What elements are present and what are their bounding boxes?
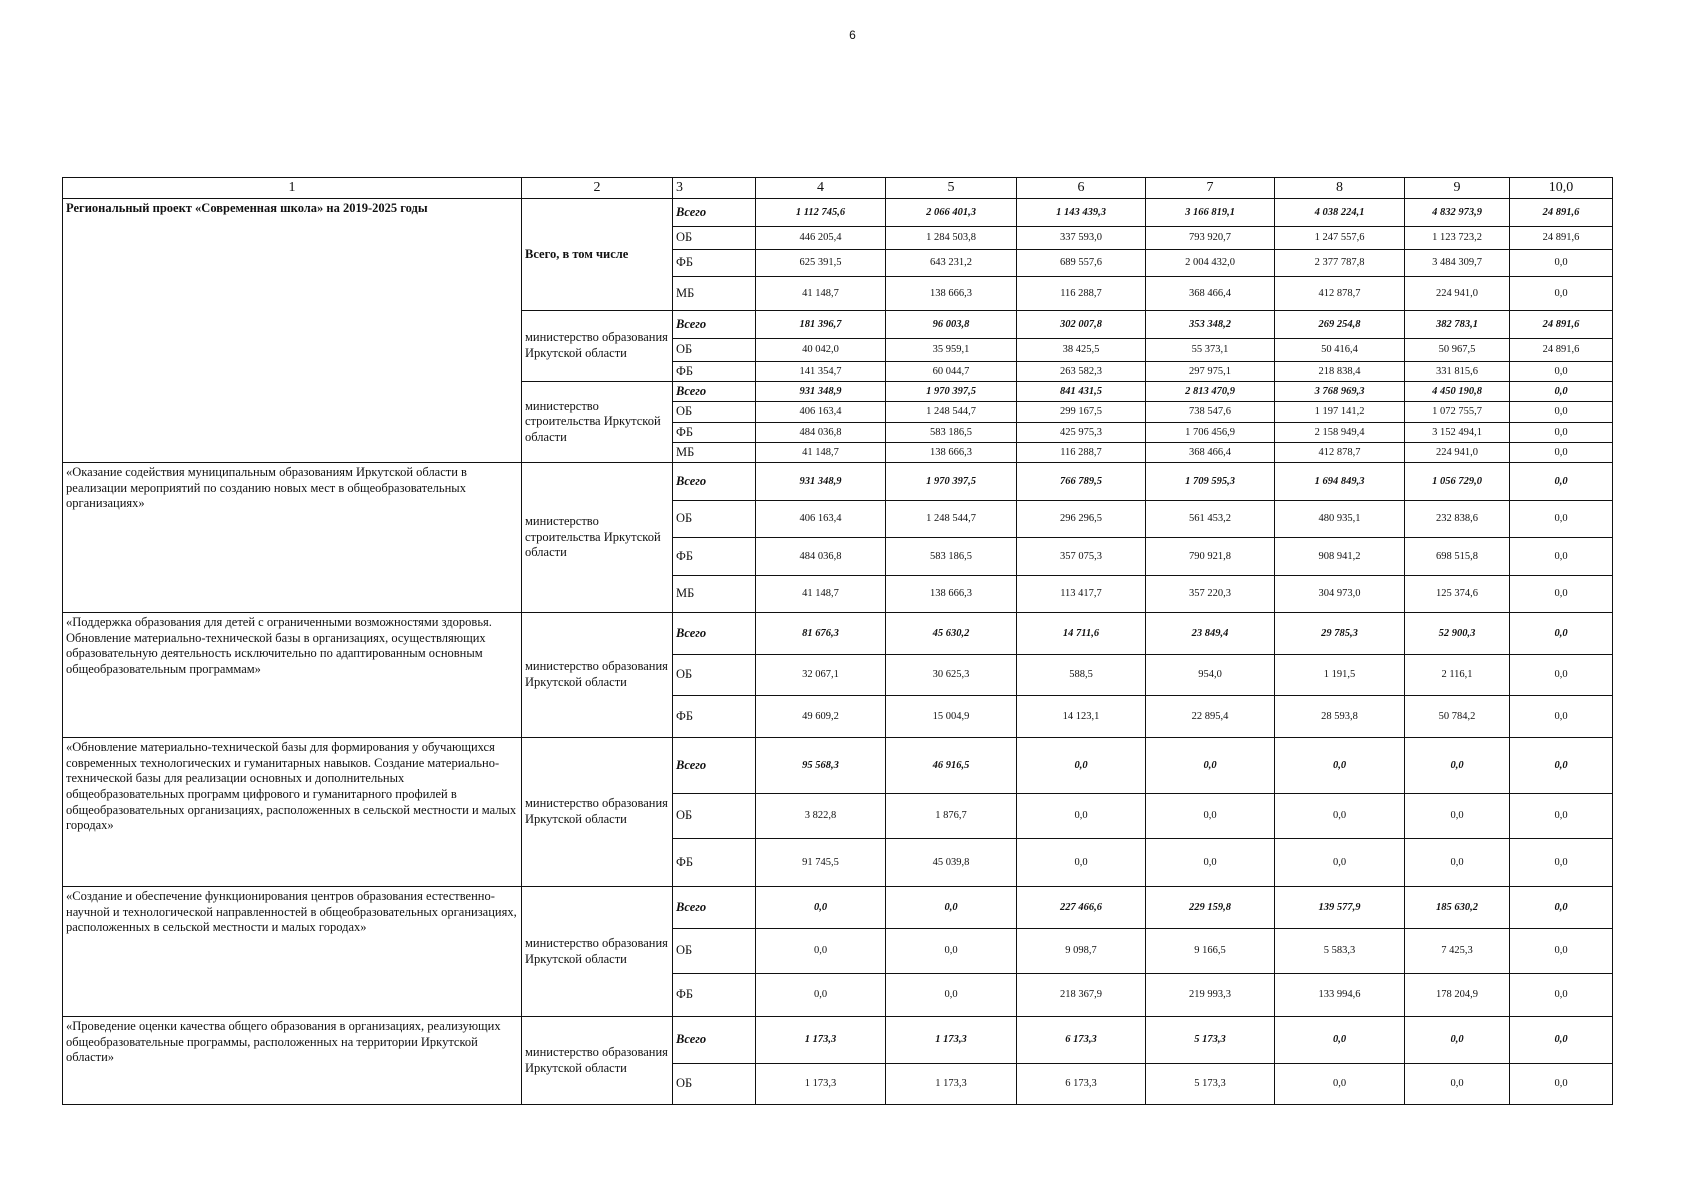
header-row (63, 178, 1613, 199)
funding-source: ФБ (673, 974, 756, 1017)
project-name: «Поддержка образования для детей с ограниченными возможностями здоровья. Обновление материально-технической базы в организациях, осуществляющих образовательную деятельность исключительно по адаптированным основным общеобразовательным программам» (63, 613, 522, 738)
funding-source: ФБ (673, 423, 756, 443)
amount-cell: 790 921,8 (1146, 538, 1275, 576)
amount-cell: 50 416,4 (1275, 339, 1405, 362)
amount-cell: 0,0 (886, 929, 1017, 974)
amount-cell: 0,0 (1275, 1064, 1405, 1105)
funding-source: МБ (673, 443, 756, 463)
project-name: Региональный проект «Современная школа» на 2019-2025 годы (63, 199, 522, 463)
project-name: «Обновление материально-технической базы для формирования у обучающихся современных технологических и гуманитарных навыков. Создание материально-технической базы для реализации основных и дополнительных общеобразовательных программ цифрового и гуманитарного профилей в общеобразовательных организациях, расположенных в сельской местности и малых городах» (63, 738, 522, 887)
amount-cell: 224 941,0 (1405, 277, 1510, 311)
amount-cell: 1 248 544,7 (886, 402, 1017, 423)
amount-cell: 219 993,3 (1146, 974, 1275, 1017)
funding-source: ОБ (673, 501, 756, 538)
funding-source: Всего (673, 382, 756, 402)
amount-cell: 7 425,3 (1405, 929, 1510, 974)
amount-cell: 0,0 (1510, 974, 1613, 1017)
amount-cell: 1 247 557,6 (1275, 227, 1405, 250)
amount-cell: 1 248 544,7 (886, 501, 1017, 538)
amount-cell: 0,0 (1510, 1064, 1613, 1105)
amount-cell: 0,0 (1510, 501, 1613, 538)
amount-cell: 331 815,6 (1405, 362, 1510, 382)
amount-cell: 0,0 (1510, 423, 1613, 443)
amount-cell: 30 625,3 (886, 655, 1017, 696)
header-cell: 9 (1405, 178, 1510, 199)
amount-cell: 0,0 (1510, 1017, 1613, 1064)
amount-cell: 588,5 (1017, 655, 1146, 696)
amount-cell: 0,0 (1017, 794, 1146, 839)
funding-source: ФБ (673, 362, 756, 382)
project-name: «Проведение оценки качества общего образования в организациях, реализующих общеобразовательные программы, расположенных на территории Иркутской области» (63, 1017, 522, 1105)
amount-cell: 368 466,4 (1146, 443, 1275, 463)
amount-cell: 0,0 (756, 929, 886, 974)
amount-cell: 32 067,1 (756, 655, 886, 696)
amount-cell: 50 967,5 (1405, 339, 1510, 362)
table-row (63, 199, 1613, 227)
amount-cell: 91 745,5 (756, 839, 886, 887)
amount-cell: 95 568,3 (756, 738, 886, 794)
amount-cell: 22 895,4 (1146, 696, 1275, 738)
amount-cell: 480 935,1 (1275, 501, 1405, 538)
amount-cell: 625 391,5 (756, 250, 886, 277)
amount-cell: 14 711,6 (1017, 613, 1146, 655)
amount-cell: 181 396,7 (756, 311, 886, 339)
amount-cell: 60 044,7 (886, 362, 1017, 382)
project-name: «Создание и обеспечение функционирования центров образования естественно-научной и технологической направленностей в общеобразовательных организациях, расположенных в сельской местности и малых городах» (63, 887, 522, 1017)
amount-cell: 484 036,8 (756, 423, 886, 443)
amount-cell: 232 838,6 (1405, 501, 1510, 538)
amount-cell: 1 173,3 (886, 1017, 1017, 1064)
amount-cell: 561 453,2 (1146, 501, 1275, 538)
amount-cell: 116 288,7 (1017, 277, 1146, 311)
amount-cell: 2 116,1 (1405, 655, 1510, 696)
amount-cell: 3 822,8 (756, 794, 886, 839)
amount-cell: 6 173,3 (1017, 1064, 1146, 1105)
funding-source: ОБ (673, 929, 756, 974)
executor-name: министерство образования Иркутской области (522, 613, 673, 738)
amount-cell: 50 784,2 (1405, 696, 1510, 738)
project-name: «Оказание содействия муниципальным образованиям Иркутской области в реализации мероприятий по созданию новых мест в общеобразовательных организациях» (63, 463, 522, 613)
amount-cell: 2 158 949,4 (1275, 423, 1405, 443)
funding-source: ОБ (673, 1064, 756, 1105)
amount-cell: 357 220,3 (1146, 576, 1275, 613)
funding-source: Всего (673, 887, 756, 929)
amount-cell: 1 709 595,3 (1146, 463, 1275, 501)
funding-source: Всего (673, 311, 756, 339)
amount-cell: 302 007,8 (1017, 311, 1146, 339)
amount-cell: 5 173,3 (1146, 1017, 1275, 1064)
amount-cell: 0,0 (1510, 463, 1613, 501)
amount-cell: 382 783,1 (1405, 311, 1510, 339)
amount-cell: 9 166,5 (1146, 929, 1275, 974)
amount-cell: 583 186,5 (886, 423, 1017, 443)
amount-cell: 296 296,5 (1017, 501, 1146, 538)
amount-cell: 0,0 (1017, 738, 1146, 794)
amount-cell: 908 941,2 (1275, 538, 1405, 576)
amount-cell: 0,0 (1405, 794, 1510, 839)
executor-name: министерство образования Иркутской области (522, 1017, 673, 1105)
amount-cell: 116 288,7 (1017, 443, 1146, 463)
amount-cell: 3 166 819,1 (1146, 199, 1275, 227)
header-cell: 5 (886, 178, 1017, 199)
funding-source: Всего (673, 738, 756, 794)
amount-cell: 0,0 (1275, 839, 1405, 887)
amount-cell: 304 973,0 (1275, 576, 1405, 613)
amount-cell: 1 056 729,0 (1405, 463, 1510, 501)
amount-cell: 0,0 (1275, 738, 1405, 794)
amount-cell: 227 466,6 (1017, 887, 1146, 929)
amount-cell: 2 813 470,9 (1146, 382, 1275, 402)
amount-cell: 1 191,5 (1275, 655, 1405, 696)
amount-cell: 406 163,4 (756, 501, 886, 538)
table-row (63, 613, 1613, 655)
amount-cell: 38 425,5 (1017, 339, 1146, 362)
amount-cell: 139 577,9 (1275, 887, 1405, 929)
amount-cell: 0,0 (1510, 738, 1613, 794)
budget-table (62, 177, 1613, 1105)
table-row (63, 1017, 1613, 1064)
amount-cell: 0,0 (1510, 362, 1613, 382)
amount-cell: 24 891,6 (1510, 339, 1613, 362)
amount-cell: 28 593,8 (1275, 696, 1405, 738)
funding-source: МБ (673, 277, 756, 311)
amount-cell: 1 694 849,3 (1275, 463, 1405, 501)
amount-cell: 0,0 (1146, 794, 1275, 839)
amount-cell: 0,0 (1510, 655, 1613, 696)
amount-cell: 0,0 (1510, 929, 1613, 974)
amount-cell: 45 630,2 (886, 613, 1017, 655)
amount-cell: 15 004,9 (886, 696, 1017, 738)
amount-cell: 484 036,8 (756, 538, 886, 576)
funding-source: ОБ (673, 402, 756, 423)
amount-cell: 178 204,9 (1405, 974, 1510, 1017)
amount-cell: 766 789,5 (1017, 463, 1146, 501)
executor-name: министерство образования Иркутской области (522, 887, 673, 1017)
amount-cell: 1 173,3 (756, 1017, 886, 1064)
amount-cell: 4 038 224,1 (1275, 199, 1405, 227)
amount-cell: 406 163,4 (756, 402, 886, 423)
amount-cell: 23 849,4 (1146, 613, 1275, 655)
amount-cell: 412 878,7 (1275, 277, 1405, 311)
funding-source: ОБ (673, 339, 756, 362)
amount-cell: 125 374,6 (1405, 576, 1510, 613)
amount-cell: 1 197 141,2 (1275, 402, 1405, 423)
funding-source: ФБ (673, 250, 756, 277)
executor-name: министерство образования Иркутской области (522, 738, 673, 887)
amount-cell: 49 609,2 (756, 696, 886, 738)
amount-cell: 353 348,2 (1146, 311, 1275, 339)
amount-cell: 1 112 745,6 (756, 199, 886, 227)
header-cell: 2 (522, 178, 673, 199)
amount-cell: 2 066 401,3 (886, 199, 1017, 227)
amount-cell: 0,0 (1510, 696, 1613, 738)
amount-cell: 138 666,3 (886, 576, 1017, 613)
amount-cell: 0,0 (1146, 738, 1275, 794)
amount-cell: 1 970 397,5 (886, 463, 1017, 501)
amount-cell: 1 284 503,8 (886, 227, 1017, 250)
table-row (63, 463, 1613, 501)
amount-cell: 218 838,4 (1275, 362, 1405, 382)
amount-cell: 0,0 (886, 974, 1017, 1017)
funding-source: ФБ (673, 696, 756, 738)
amount-cell: 0,0 (1146, 839, 1275, 887)
amount-cell: 1 123 723,2 (1405, 227, 1510, 250)
amount-cell: 0,0 (1510, 794, 1613, 839)
funding-source: Всего (673, 199, 756, 227)
amount-cell: 0,0 (1017, 839, 1146, 887)
amount-cell: 269 254,8 (1275, 311, 1405, 339)
amount-cell: 0,0 (1405, 738, 1510, 794)
amount-cell: 24 891,6 (1510, 199, 1613, 227)
amount-cell: 52 900,3 (1405, 613, 1510, 655)
amount-cell: 0,0 (1510, 277, 1613, 311)
amount-cell: 689 557,6 (1017, 250, 1146, 277)
amount-cell: 41 148,7 (756, 443, 886, 463)
amount-cell: 41 148,7 (756, 277, 886, 311)
amount-cell: 263 582,3 (1017, 362, 1146, 382)
amount-cell: 643 231,2 (886, 250, 1017, 277)
amount-cell: 9 098,7 (1017, 929, 1146, 974)
amount-cell: 138 666,3 (886, 443, 1017, 463)
amount-cell: 0,0 (1405, 839, 1510, 887)
amount-cell: 35 959,1 (886, 339, 1017, 362)
amount-cell: 24 891,6 (1510, 227, 1613, 250)
amount-cell: 0,0 (1510, 382, 1613, 402)
amount-cell: 4 832 973,9 (1405, 199, 1510, 227)
amount-cell: 29 785,3 (1275, 613, 1405, 655)
funding-source: Всего (673, 613, 756, 655)
executor-name: министерство строительства Иркутской области (522, 382, 673, 463)
header-cell: 7 (1146, 178, 1275, 199)
amount-cell: 446 205,4 (756, 227, 886, 250)
amount-cell: 218 367,9 (1017, 974, 1146, 1017)
executor-name: министерство образования Иркутской области (522, 311, 673, 382)
amount-cell: 0,0 (1275, 1017, 1405, 1064)
funding-source: ОБ (673, 227, 756, 250)
amount-cell: 583 186,5 (886, 538, 1017, 576)
amount-cell: 40 042,0 (756, 339, 886, 362)
amount-cell: 5 583,3 (1275, 929, 1405, 974)
amount-cell: 0,0 (1405, 1064, 1510, 1105)
amount-cell: 0,0 (1510, 839, 1613, 887)
amount-cell: 138 666,3 (886, 277, 1017, 311)
amount-cell: 1 876,7 (886, 794, 1017, 839)
funding-source: Всего (673, 1017, 756, 1064)
amount-cell: 14 123,1 (1017, 696, 1146, 738)
amount-cell: 1 143 439,3 (1017, 199, 1146, 227)
amount-cell: 141 354,7 (756, 362, 886, 382)
amount-cell: 46 916,5 (886, 738, 1017, 794)
amount-cell: 2 377 787,8 (1275, 250, 1405, 277)
amount-cell: 0,0 (1510, 538, 1613, 576)
amount-cell: 1 072 755,7 (1405, 402, 1510, 423)
amount-cell: 425 975,3 (1017, 423, 1146, 443)
amount-cell: 96 003,8 (886, 311, 1017, 339)
header-cell: 4 (756, 178, 886, 199)
amount-cell: 793 920,7 (1146, 227, 1275, 250)
amount-cell: 224 941,0 (1405, 443, 1510, 463)
amount-cell: 1 706 456,9 (1146, 423, 1275, 443)
amount-cell: 931 348,9 (756, 463, 886, 501)
header-cell: 6 (1017, 178, 1146, 199)
amount-cell: 0,0 (1510, 576, 1613, 613)
amount-cell: 841 431,5 (1017, 382, 1146, 402)
amount-cell: 1 970 397,5 (886, 382, 1017, 402)
funding-source: ОБ (673, 655, 756, 696)
executor-name: министерство строительства Иркутской области (522, 463, 673, 613)
amount-cell: 412 878,7 (1275, 443, 1405, 463)
amount-cell: 24 891,6 (1510, 311, 1613, 339)
amount-cell: 0,0 (886, 887, 1017, 929)
amount-cell: 6 173,3 (1017, 1017, 1146, 1064)
header-cell: 8 (1275, 178, 1405, 199)
amount-cell: 113 417,7 (1017, 576, 1146, 613)
amount-cell: 0,0 (756, 974, 886, 1017)
amount-cell: 0,0 (1405, 1017, 1510, 1064)
header-cell: 10,0 (1510, 178, 1613, 199)
amount-cell: 185 630,2 (1405, 887, 1510, 929)
amount-cell: 0,0 (1510, 613, 1613, 655)
amount-cell: 357 075,3 (1017, 538, 1146, 576)
amount-cell: 3 768 969,3 (1275, 382, 1405, 402)
amount-cell: 133 994,6 (1275, 974, 1405, 1017)
amount-cell: 368 466,4 (1146, 277, 1275, 311)
amount-cell: 0,0 (1510, 887, 1613, 929)
amount-cell: 0,0 (1510, 402, 1613, 423)
table-row (63, 887, 1613, 929)
amount-cell: 1 173,3 (756, 1064, 886, 1105)
amount-cell: 954,0 (1146, 655, 1275, 696)
funding-source: Всего (673, 463, 756, 501)
amount-cell: 4 450 190,8 (1405, 382, 1510, 402)
amount-cell: 0,0 (756, 887, 886, 929)
amount-cell: 55 373,1 (1146, 339, 1275, 362)
amount-cell: 931 348,9 (756, 382, 886, 402)
amount-cell: 698 515,8 (1405, 538, 1510, 576)
amount-cell: 3 152 494,1 (1405, 423, 1510, 443)
funding-source: ОБ (673, 794, 756, 839)
amount-cell: 297 975,1 (1146, 362, 1275, 382)
header-cell: 1 (63, 178, 522, 199)
amount-cell: 3 484 309,7 (1405, 250, 1510, 277)
amount-cell: 81 676,3 (756, 613, 886, 655)
amount-cell: 41 148,7 (756, 576, 886, 613)
amount-cell: 5 173,3 (1146, 1064, 1275, 1105)
amount-cell: 45 039,8 (886, 839, 1017, 887)
amount-cell: 0,0 (1510, 250, 1613, 277)
amount-cell: 2 004 432,0 (1146, 250, 1275, 277)
amount-cell: 229 159,8 (1146, 887, 1275, 929)
amount-cell: 337 593,0 (1017, 227, 1146, 250)
funding-source: ФБ (673, 839, 756, 887)
table-row (63, 738, 1613, 794)
funding-source: ФБ (673, 538, 756, 576)
page-number: 6 (849, 28, 856, 42)
amount-cell: 738 547,6 (1146, 402, 1275, 423)
executor-name: Всего, в том числе (522, 199, 673, 311)
amount-cell: 0,0 (1275, 794, 1405, 839)
amount-cell: 299 167,5 (1017, 402, 1146, 423)
header-cell: 3 (673, 178, 756, 199)
funding-source: МБ (673, 576, 756, 613)
amount-cell: 1 173,3 (886, 1064, 1017, 1105)
amount-cell: 0,0 (1510, 443, 1613, 463)
